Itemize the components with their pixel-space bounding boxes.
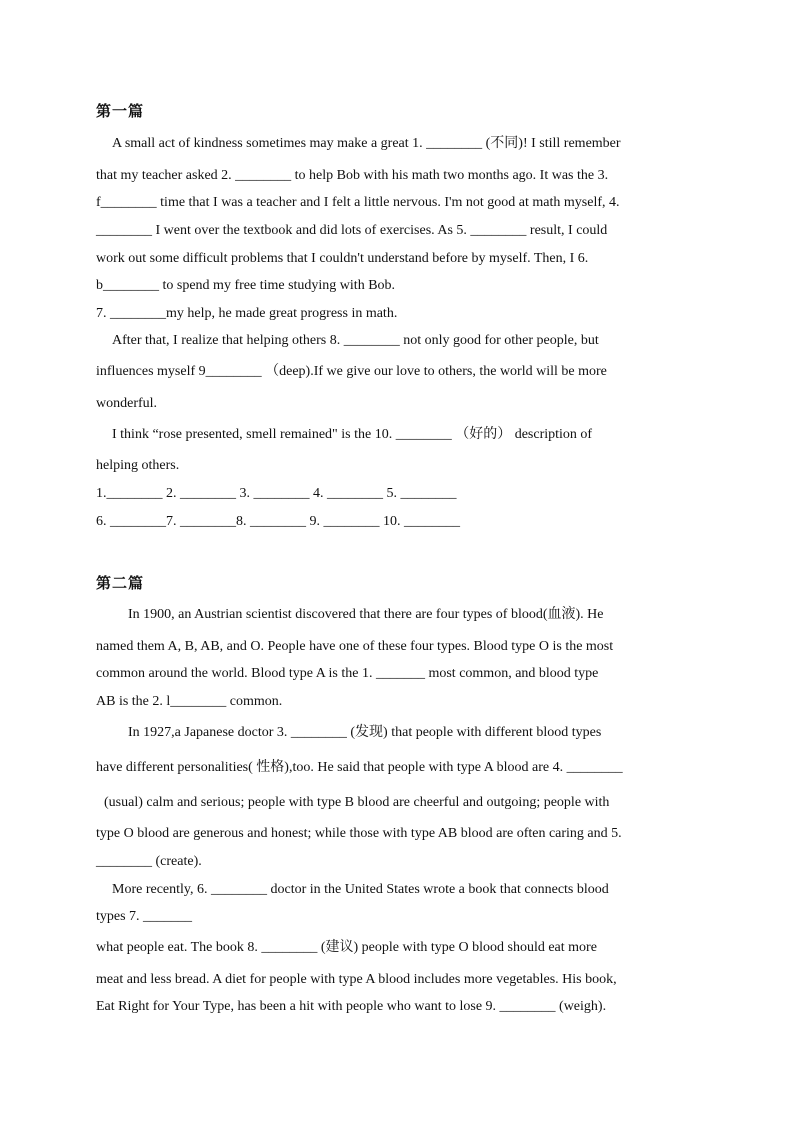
passage2-line: In 1900, an Austrian scientist discovered that there are four types of blood(血液). He bbox=[128, 607, 604, 622]
passage1-line: influences myself 9________ （deep).If we give our love to others, the world will be more bbox=[96, 364, 607, 379]
passage2-line: what people eat. The book 8. ________ (建议) people with type O blood should eat more bbox=[96, 940, 597, 955]
passage1-line: wonderful. bbox=[96, 396, 158, 411]
passage1-answer-line: 6. ________7. ________8. ________ 9. ________ 10. ________ bbox=[96, 514, 460, 529]
passage1-line: f________ time that I was a teacher and I felt a little nervous. I'm not good at math myself, 4. bbox=[96, 195, 620, 210]
passage2-line: Eat Right for Your Type, has been a hit with people who want to lose 9. ________ (weigh). bbox=[96, 999, 607, 1014]
passage1-line: I think “rose presented, smell remained" is the 10. ________ （好的） description of bbox=[112, 427, 593, 442]
passage2-line: have different personalities( 性格),too. He said that people with type A blood are 4. ________ bbox=[96, 760, 623, 775]
passage2-line: More recently, 6. ________ doctor in the United States wrote a book that connects blood bbox=[112, 882, 609, 897]
passage1-line: ________ I went over the textbook and did lots of exercises. As 5. ________ result, I could bbox=[96, 223, 608, 238]
passage1-line: A small act of kindness sometimes may make a great 1. ________ (不同)! I still remember bbox=[112, 136, 621, 151]
passage1-answer-line: 1.________ 2. ________ 3. ________ 4. ________ 5. ________ bbox=[96, 486, 457, 501]
passage1-line: work out some difficult problems that I couldn't understand before by myself. Then, I 6. bbox=[96, 251, 589, 266]
passage2-line: In 1927,a Japanese doctor 3. ________ (发现) that people with different blood types bbox=[128, 725, 602, 740]
passage2-line: meat and less bread. A diet for people with type A blood includes more vegetables. His book, bbox=[96, 972, 617, 987]
passage2-heading: 第二篇 bbox=[96, 574, 145, 592]
passage1-line: 7. ________my help, he made great progress in math. bbox=[96, 306, 398, 321]
passage1-line: that my teacher asked 2. ________ to help Bob with his math two months ago. It was the 3. bbox=[96, 168, 609, 183]
passage1-line: b________ to spend my free time studying with Bob. bbox=[96, 278, 396, 293]
passage2-line: type O blood are generous and honest; while those with type AB blood are often caring and 5. bbox=[96, 826, 622, 841]
passage2-line: AB is the 2. l________ common. bbox=[96, 694, 283, 709]
passage1-heading: 第一篇 bbox=[96, 102, 145, 120]
passage1-line: After that, I realize that helping others 8. ________ not only good for other people, but bbox=[112, 333, 599, 348]
passage1-line: helping others. bbox=[96, 458, 180, 473]
passage2-line: named them A, B, AB, and O. People have one of these four types. Blood type O is the most bbox=[96, 639, 614, 654]
passage2-line: common around the world. Blood type A is the 1. _______ most common, and blood type bbox=[96, 666, 599, 681]
passage2-line: types 7. _______ bbox=[96, 909, 193, 924]
passage2-line: ________ (create). bbox=[96, 854, 202, 869]
passage2-line: (usual) calm and serious; people with type B blood are cheerful and outgoing; people with bbox=[104, 795, 610, 810]
